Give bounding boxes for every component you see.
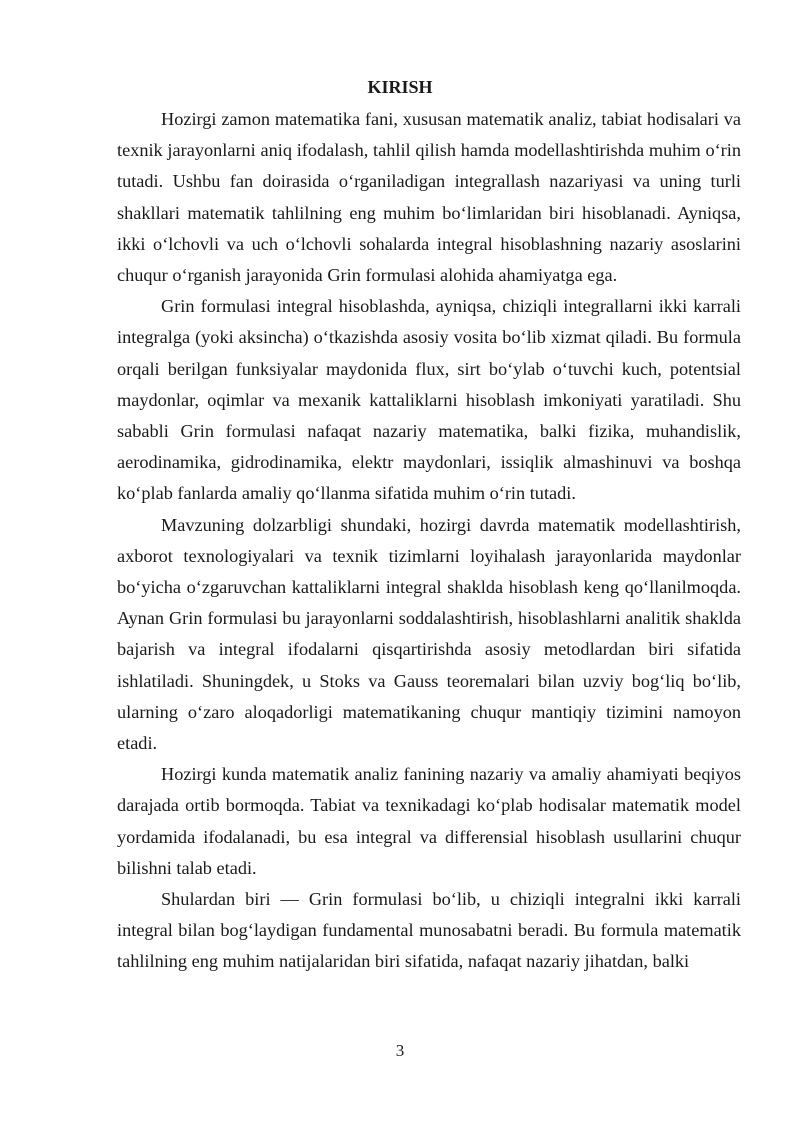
page-number: 3 [395,1041,405,1060]
section-heading: KIRISH [367,77,433,97]
paragraph-4: Hozirgi kunda matematik analiz fanining nazariy va amaliy ahamiyati beqiyos darajada ortib bormoqda. Tabiat va texnikadagi ko‘plab hodisalar matematik model yordamida ifodalanadi, bu esa integral va differensial hisoblash usullarini chuqur bilishni talab etadi. [117,764,741,878]
paragraph-2: Grin formulasi integral hisoblashda, ayniqsa, chiziqli integrallarni ikki karrali integralga (yoki aksincha) o‘tkazishda asosiy vosita bo‘lib xizmat qiladi. Bu formula orqali berilgan funksiyalar maydonida flux, sirt bo‘ylab o‘tuvchi kuch, potentsial maydonlar, oqimlar va mexanik kattaliklarni hisoblash imkoniyati yaratiladi. Shu sababli Grin formulasi nafaqat nazariy matematika, balki fizika, muhandislik, aerodinamika, gidrodinamika, elektr maydonlari, issiqlik almashinuvi va boshqa ko‘plab fanlarda amaliy qo‘llanma sifatida muhim o‘rin tutadi. [117,296,741,504]
paragraph-5: Shulardan biri — Grin formulasi bo‘lib, u chiziqli integralni ikki karrali integral bilan bog‘laydigan fundamental munosabatni beradi. Bu formula matematik tahlilning eng muhim natijalaridan biri sifatida, nafaqat nazariy jihatdan, balki [117,889,741,972]
body-text [117,104,741,978]
paragraph-3: Mavzuning dolzarbligi shundaki, hozirgi davrda matematik modellashtirish, axborot texnologiyalari va texnik tizimlarni loyihalash jarayonlarida maydonlar bo‘yicha o‘zgaruvchan kattaliklarni integral shaklda hisoblash keng qo‘llanilmoqda. Aynan Grin formulasi bu jarayonlarni soddalashtirish, hisoblashlarni analitik shaklda bajarish va integral ifodalarni qisqartirishda asosiy metodlardan biri sifatida ishlatiladi. Shuningdek, u Stoks va Gauss teoremalari bilan uzviy bog‘liq bo‘lib, ularning o‘zaro aloqadorligi matematikaning chuqur mantiqiy tizimini namoyon etadi. [117,514,741,754]
paragraph-1: Hozirgi zamon matematika fani, xususan matematik analiz, tabiat hodisalari va texnik jarayonlarni aniq ifodalash, tahlil qilish hamda modellashtirishda muhim o‘rin tutadi. Ushbu fan doirasida o‘rganiladigan integrallash nazariyasi va uning turli shakllari matematik tahlilning eng muhim bo‘limlaridan biri hisoblanadi. Ayniqsa, ikki o‘lchovli va uch o‘lchovli sohalarda integral hisoblashning nazariy asoslarini chuqur o‘rganish jarayonida Grin formulasi alohida ahamiyatga ega. [117,109,741,286]
